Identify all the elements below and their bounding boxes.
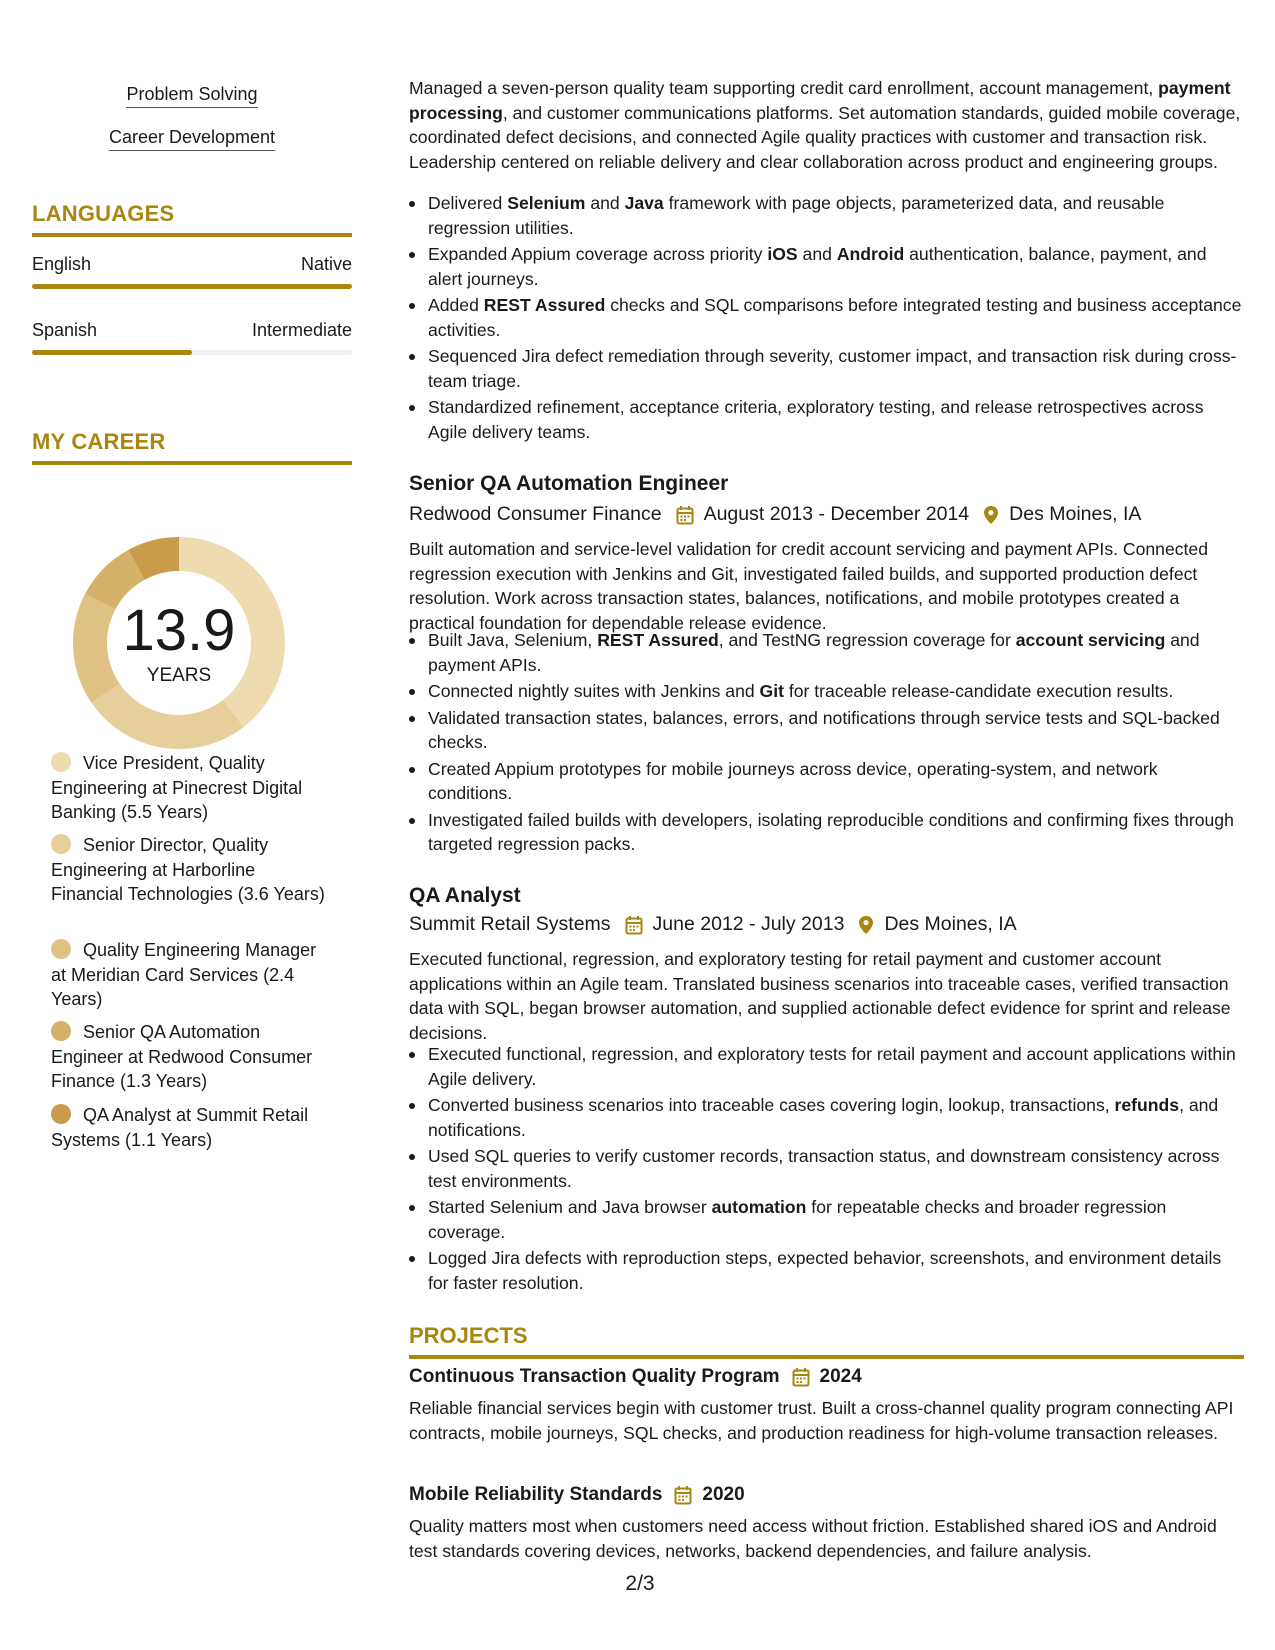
career-legend-dot	[51, 939, 71, 959]
career-item: Vice President, Quality Engineering at Pinecrest Digital Banking (5.5 Years)	[51, 753, 303, 822]
job-company: Redwood Consumer Finance	[409, 503, 662, 525]
bullet-item: Logged Jira defects with reproduction steps, expected behavior, screenshots, and environment details for faster resolution.	[409, 1246, 1244, 1295]
job-title: QA Analyst	[409, 884, 521, 907]
career-legend-dot	[51, 834, 71, 854]
location-pin-icon	[858, 915, 874, 935]
bullet-item: Sequenced Jira defect remediation through severity, customer impact, and transaction risk during cross-team triage.	[409, 344, 1244, 393]
calendar-icon	[676, 505, 694, 525]
project-title: Mobile Reliability Standards	[409, 1484, 663, 1505]
career-legend-dot	[51, 752, 71, 772]
language-name: English	[32, 254, 92, 274]
skill-item: Career Development	[32, 127, 352, 151]
bullet-item: Expanded Appium coverage across priority iOS and Android authentication, balance, payment, and alert journeys.	[409, 242, 1244, 291]
job-dates: August 2013 - December 2014	[703, 503, 970, 525]
bullet-item: Converted business scenarios into traceable cases covering login, lookup, transactions, refunds, and notifications.	[409, 1093, 1244, 1142]
career-item: Quality Engineering Manager at Meridian Card Services (2.4 Years)	[51, 940, 317, 1009]
job-location: Des Moines, IA	[1009, 503, 1142, 525]
job-bullets	[409, 628, 1244, 859]
language-level: Intermediate	[251, 320, 352, 340]
location-pin-icon	[983, 505, 999, 525]
job-summary: Managed a seven-person quality team supporting credit card enrollment, account management, payment processing, and customer communications platforms. Set automation standards, guided mobile coverage, coordinated defect decisions, and connected Agile quality practices with customer and transaction risk. Leadership centered on reliable delivery and clear collaboration across product and engineering groups.	[409, 78, 1241, 172]
project-title: Continuous Transaction Quality Program	[409, 1366, 780, 1387]
calendar-icon	[792, 1367, 810, 1387]
career-total-years: 13.9	[122, 598, 236, 663]
project-year: 2024	[819, 1366, 862, 1387]
project-year: 2020	[702, 1484, 745, 1505]
bullet-item: Delivered Selenium and Java framework with page objects, parameterized data, and reusable regression utilities.	[409, 191, 1244, 240]
calendar-icon	[674, 1485, 692, 1505]
project-title-row	[409, 1366, 862, 1388]
career-years-label: YEARS	[146, 665, 212, 686]
job-location: Des Moines, IA	[884, 913, 1017, 935]
language-name: Spanish	[32, 320, 98, 340]
project-title-row	[409, 1484, 745, 1506]
calendar-icon	[625, 915, 643, 935]
job-summary: Executed functional, regression, and exploratory testing for retail payment and customer account applications within an Agile team. Translated business scenarios into traceable cases, verified transaction data with SQL, began browser automation, and supplied actionable defect evidence for sprint and release decisions.	[409, 949, 1231, 1043]
career-item: Senior Director, Quality Engineering at Harborline Financial Technologies (3.6 Years)	[51, 835, 325, 904]
bullet-item: Started Selenium and Java browser automation for repeatable checks and broader regression coverage.	[409, 1195, 1244, 1244]
page-number: 2/3	[625, 1572, 655, 1595]
bullet-item: Standardized refinement, acceptance criteria, exploratory testing, and release retrospectives across Agile delivery teams.	[409, 395, 1244, 444]
project-description: Quality matters most when customers need access without friction. Established shared iOS and Android test standards covering devices, networks, backend dependencies, and failure analysis.	[409, 1516, 1217, 1561]
bullet-item: Added REST Assured checks and SQL comparisons before integrated testing and business acceptance activities.	[409, 293, 1244, 342]
language-bar-fill	[32, 350, 192, 355]
career-item: Senior QA Automation Engineer at Redwood Consumer Finance (1.3 Years)	[51, 1022, 313, 1091]
bullet-item: Executed functional, regression, and exploratory tests for retail payment and account applications within Agile delivery.	[409, 1042, 1244, 1091]
job-company: Summit Retail Systems	[409, 913, 611, 935]
skill-item: Problem Solving	[32, 84, 352, 108]
bullet-item: Connected nightly suites with Jenkins and Git for traceable release-candidate execution results.	[409, 679, 1244, 704]
career-legend-dot	[51, 1021, 71, 1041]
language-bar	[32, 284, 352, 289]
language-bar-fill	[32, 284, 352, 289]
job-meta	[409, 503, 1141, 526]
project-description: Reliable financial services begin with customer trust. Built a cross-channel quality program connecting API contracts, mobile journeys, SQL checks, and production readiness for high-volume transaction releases.	[409, 1398, 1234, 1443]
job-bullets	[409, 191, 1244, 446]
career-legend-dot	[51, 1104, 71, 1124]
language-row	[32, 254, 352, 275]
bullet-item: Built Java, Selenium, REST Assured, and TestNG regression coverage for account servicing and payment APIs.	[409, 628, 1244, 677]
language-bar	[32, 350, 352, 355]
bullet-item: Investigated failed builds with developers, isolating reproducible conditions and confirming fixes through targeted regression packs.	[409, 808, 1244, 857]
job-summary: Built automation and service-level validation for credit account servicing and payment APIs. Connected regression execution with Jenkins and Git, investigated failed builds, and supported production defect resolution. Work across transaction states, balances, notifications, and mobile prototypes created a practical foundation for dependable release evidence.	[409, 539, 1208, 633]
donut-segment	[91, 684, 243, 749]
projects-heading: PROJECTS	[409, 1323, 1244, 1359]
job-title: Senior QA Automation Engineer	[409, 472, 729, 495]
job-meta	[409, 913, 1017, 936]
career-heading: MY CAREER	[32, 429, 352, 465]
languages-heading: LANGUAGES	[32, 201, 352, 237]
job-dates: June 2012 - July 2013	[652, 913, 845, 935]
career-item: QA Analyst at Summit Retail Systems (1.1 Years)	[51, 1105, 309, 1150]
bullet-item: Used SQL queries to verify customer records, transaction status, and downstream consistency across test environments.	[409, 1144, 1244, 1193]
bullet-item: Created Appium prototypes for mobile journeys across device, operating-system, and network conditions.	[409, 757, 1244, 806]
language-level: Native	[300, 254, 352, 274]
bullet-item: Validated transaction states, balances, errors, and notifications through service tests and SQL-backed checks.	[409, 706, 1244, 755]
language-row	[32, 320, 352, 341]
job-bullets	[409, 1042, 1244, 1297]
